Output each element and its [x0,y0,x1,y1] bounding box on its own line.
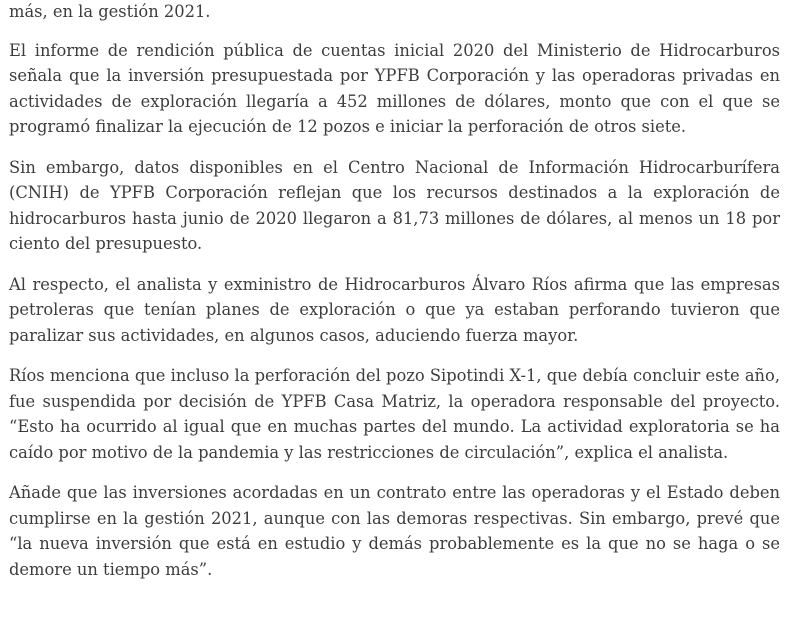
article-paragraph: Al respecto, el analista y exministro de Hidrocarburos Álvaro Ríos afirma que las empresas petroleras que tenían planes de exploración o que ya estaban perforando tuvieron que paralizar sus actividades, en algunos casos, aduciendo fuerza mayor. [9,274,780,345]
article-paragraph: Ríos menciona que incluso la perforación del pozo Sipotindi X-1, que debía concluir este año, fue suspendida por decisión de YPFB Casa Matriz, la operadora responsable del proyecto. “Esto ha ocurrido al igual que en muchas partes del mundo. La actividad exploratoria se ha caído por motivo de la pandemia y las restricciones de circulación”, explica el analista. [9,366,780,462]
article-paragraph: El informe de rendición pública de cuentas inicial 2020 del Ministerio de Hidrocarburos señala que la inversión presupuestada por YPFB Corporación y las operadoras privadas en actividades de exploración llegaría a 452 millones de dólares, monto que con el que se programó finalizar la ejecución de 12 pozos e iniciar la perforación de otros siete. [9,40,780,136]
article-paragraph: Añade que las inversiones acordadas en un contrato entre las operadoras y el Estado deben cumplirse en la gestión 2021, aunque con las demoras respectivas. Sin embargo, prevé que “la nueva inversión que está en estudio y demás probablemente es la que no se haga o se demore un tiempo más”. [9,483,780,579]
article-paragraph: Sin embargo, datos disponibles en el Centro Nacional de Información Hidrocarburífera (CNIH) de YPFB Corporación reflejan que los recursos destinados a la exploración de hidrocarburos hasta junio de 2020 llegaron a 81,73 millones de dólares, al menos un 18 por ciento del presupuesto. [9,157,780,253]
article-body [9,0,780,597]
article-paragraph: más, en la gestión 2021. [9,2,211,21]
